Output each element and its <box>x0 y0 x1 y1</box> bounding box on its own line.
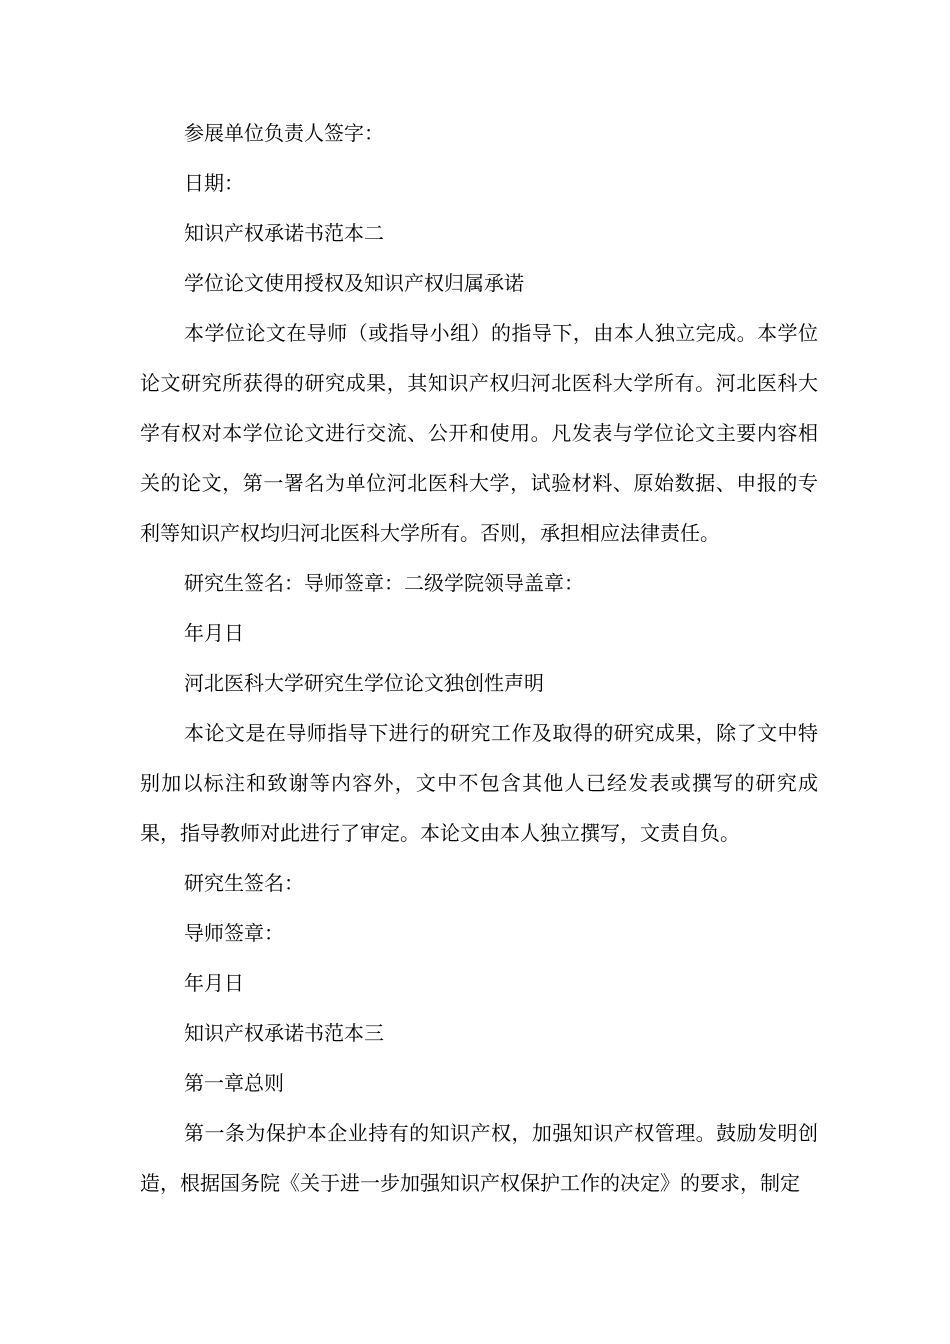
date-line-ymd-2: 年月日 <box>184 971 244 995</box>
thesis-authorization-heading: 学位论文使用授权及知识产权归属承诺 <box>184 271 524 295</box>
date-line: 日期： <box>184 171 244 195</box>
originality-heading: 河北医科大学研究生学位论文独创性声明 <box>184 671 544 695</box>
advisor-seal-line: 导师签章： <box>184 921 284 945</box>
document-page <box>140 108 818 1208</box>
sample-two-heading: 知识产权承诺书范本二 <box>184 221 384 245</box>
date-line-ymd-1: 年月日 <box>184 621 244 645</box>
exhibitor-signature-line: 参展单位负责人签字： <box>184 121 384 145</box>
signatures-line: 研究生签名：导师签章：二级学院领导盖章： <box>184 571 584 595</box>
originality-paragraph: 本论文是在导师指导下进行的研究工作及取得的研究成果，除了文中特别加以标注和致谢等内容外，文中不包含其他人已经发表或撰写的研究成果，指导教师对此进行了审定。本论文由本人独立撰写，文责自负。 <box>140 721 818 845</box>
article-one-paragraph: 第一条为保护本企业持有的知识产权，加强知识产权管理。鼓励发明创造，根据国务院《关于进一步加强知识产权保护工作的决定》的要求，制定 <box>140 1121 818 1195</box>
chapter-one-heading: 第一章总则 <box>184 1071 284 1095</box>
student-signature-line: 研究生签名： <box>184 871 304 895</box>
sample-three-heading: 知识产权承诺书范本三 <box>184 1021 384 1045</box>
thesis-authorization-paragraph: 本学位论文在导师（或指导小组）的指导下，由本人独立完成。本学位论文研究所获得的研究成果，其知识产权归河北医科大学所有。河北医科大学有权对本学位论文进行交流、公开和使用。凡发表与学位论文主要内容相关的论文，第一署名为单位河北医科大学，试验材料、原始数据、申报的专利等知识产权均归河北医科大学所有。否则，承担相应法律责任。 <box>140 321 818 545</box>
